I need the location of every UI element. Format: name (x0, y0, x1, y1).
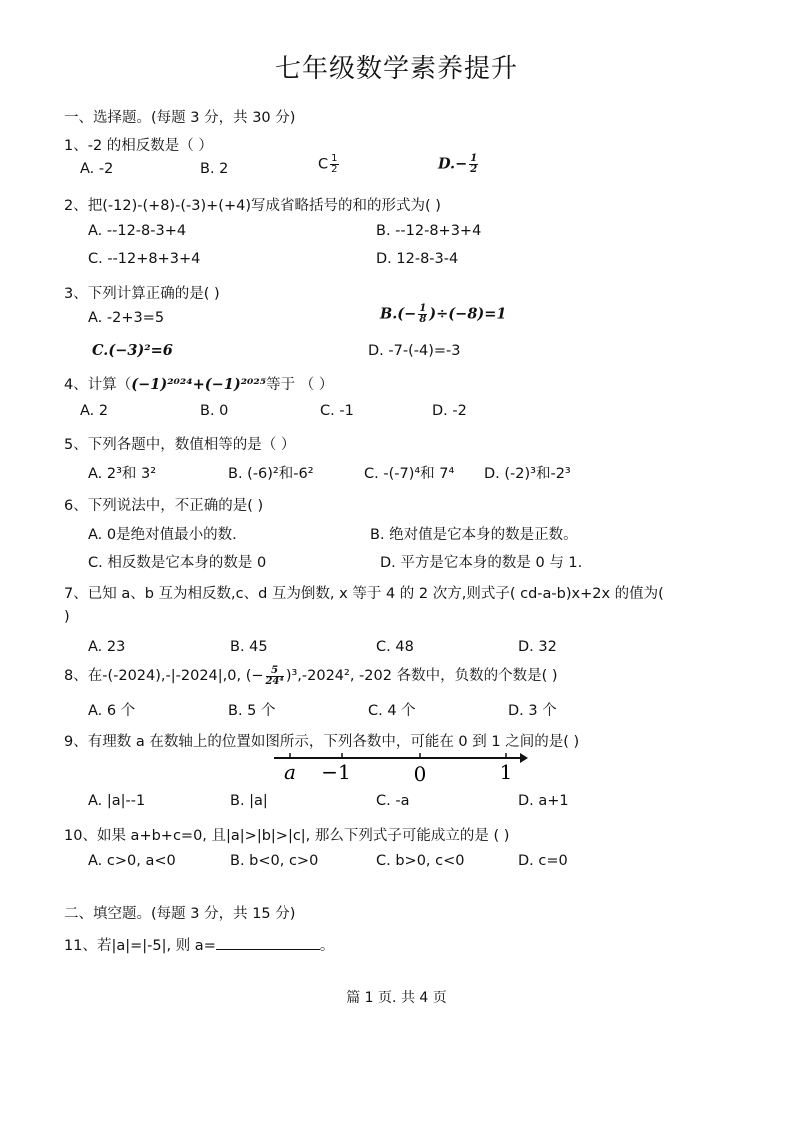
q1-option-d: D.− $\frac{1}{2}$ (438, 153, 478, 175)
q4-stem: 4、计算（(−1)²⁰²⁴+(−1)²⁰²⁵等于 （ ） (64, 376, 334, 393)
q2-option-d: D. 12-8-3-4 (376, 251, 459, 267)
q10-option-a: A. c>0, a<0 (88, 853, 176, 869)
q7-stem-continued: ) (64, 609, 70, 625)
q7-option-a: A. 23 (88, 639, 126, 655)
label-1: 1 (499, 760, 513, 784)
q3-option-d: D. -7-(-4)=-3 (368, 343, 461, 359)
q1-d-fraction: $\frac{1}{2}$ (470, 153, 478, 175)
q11-stem: 11、若|a|=|-5|, 则 a= 。 (64, 938, 335, 954)
q2-option-a: A. --12-8-3+4 (88, 223, 187, 239)
q4-option-a: A. 2 (80, 403, 109, 419)
q10-option-b: B. b<0, c>0 (230, 853, 319, 869)
q1-option-c: C $\frac{1}{2}$ (318, 153, 338, 175)
q8-option-c: C. 4 个 (368, 703, 416, 719)
q3-b-fraction: $\frac{1}{8}$ (419, 303, 427, 325)
q8-option-d: D. 3 个 (508, 703, 557, 719)
q2-option-c: C. --12+8+3+4 (88, 251, 201, 267)
page-footer: 篇 1 页. 共 4 页 (346, 990, 447, 1006)
number-line-figure (270, 750, 530, 786)
q7-option-c: C. 48 (376, 639, 414, 655)
q5-stem: 5、下列各题中，数值相等的是（ ） (64, 437, 296, 453)
q3-option-a: A. -2+3=5 (88, 310, 165, 326)
q3-option-b: B.(− $\frac{1}{8}$ )÷(−8)=1 (380, 303, 507, 325)
q8-option-b: B. 5 个 (228, 703, 276, 719)
q5-option-d: D. (-2)³和-2³ (484, 466, 571, 482)
label-minus-1: −1 (321, 760, 351, 784)
q9-option-c: C. -a (376, 793, 410, 809)
q1-c-fraction: $\frac{1}{2}$ (331, 153, 338, 175)
page-title: 七年级数学素养提升 (274, 54, 518, 84)
q4-option-c: C. -1 (320, 403, 354, 419)
q5-option-b: B. (-6)²和-6² (228, 466, 314, 482)
q6-option-a: A. 0是绝对值最小的数. (88, 527, 237, 543)
q10-option-d: D. c=0 (518, 853, 568, 869)
q2-option-b: B. --12-8+3+4 (376, 223, 482, 239)
q6-option-d: D. 平方是它本身的数是 0 与 1. (380, 555, 583, 571)
q6-stem: 6、下列说法中，不正确的是( ) (64, 498, 264, 514)
label-a: a (284, 760, 296, 784)
q10-stem: 10、如果 a+b+c=0, 且|a|>|b|>|c|, 那么下列式子可能成立的是 ( ) (64, 828, 510, 844)
q5-option-a: A. 2³和 3² (88, 466, 157, 482)
q3-stem: 3、下列计算正确的是( ) (64, 286, 220, 302)
q9-option-d: D. a+1 (518, 793, 569, 809)
q4-option-d: D. -2 (432, 403, 467, 419)
q4-expression: (−1)²⁰²⁴+(−1)²⁰²⁵ (131, 376, 267, 393)
q1-stem: 1、-2 的相反数是（ ） (64, 138, 213, 154)
q9-option-a: A. |a|--1 (88, 793, 146, 809)
q8-fraction: $\frac{5}{\text{24⁴}}$ (265, 664, 284, 687)
q6-option-b: B. 绝对值是它本身的数是正数。 (370, 527, 578, 543)
q9-option-b: B. |a| (230, 793, 268, 809)
q4-option-b: B. 0 (200, 403, 229, 419)
q9-stem: 9、有理数 a 在数轴上的位置如图所示，下列各数中，可能在 0 到 1 之间的是( ) (64, 734, 580, 750)
q5-option-c: C. -(-7)⁴和 7⁴ (364, 466, 455, 482)
section-1-heading: 一、选择题。(每题 3 分，共 30 分) (64, 110, 296, 126)
q7-stem: 7、已知 a、b 互为相反数,c、d 互为倒数, x 等于 4 的 2 次方,则式子( cd-a-b)x+2x 的值为( (64, 586, 664, 602)
q7-option-d: D. 32 (518, 639, 557, 655)
q1-option-b: B. 2 (200, 161, 229, 177)
q11-answer-blank[interactable] (216, 937, 320, 950)
label-0: 0 (413, 762, 427, 786)
q10-option-c: C. b>0, c<0 (376, 853, 465, 869)
q1-option-a: A. -2 (80, 161, 114, 177)
q8-option-a: A. 6 个 (88, 703, 136, 719)
q2-stem: 2、把(-12)-(+8)-(-3)+(+4)写成省略括号的和的形式为( ) (64, 198, 441, 214)
section-2-heading: 二、填空题。(每题 3 分，共 15 分) (64, 906, 296, 922)
q7-option-b: B. 45 (230, 639, 268, 655)
q6-option-c: C. 相反数是它本身的数是 0 (88, 555, 267, 571)
q8-stem: 8、在-(-2024),-|-2024|,0, (− $\frac{5}{\text{24⁴}}$ )³,-2024², -202 各数中，负数的个数是( ) (64, 664, 558, 687)
number-line-arrow (520, 753, 528, 763)
q3-option-c: C.(−3)²=6 (92, 342, 173, 359)
